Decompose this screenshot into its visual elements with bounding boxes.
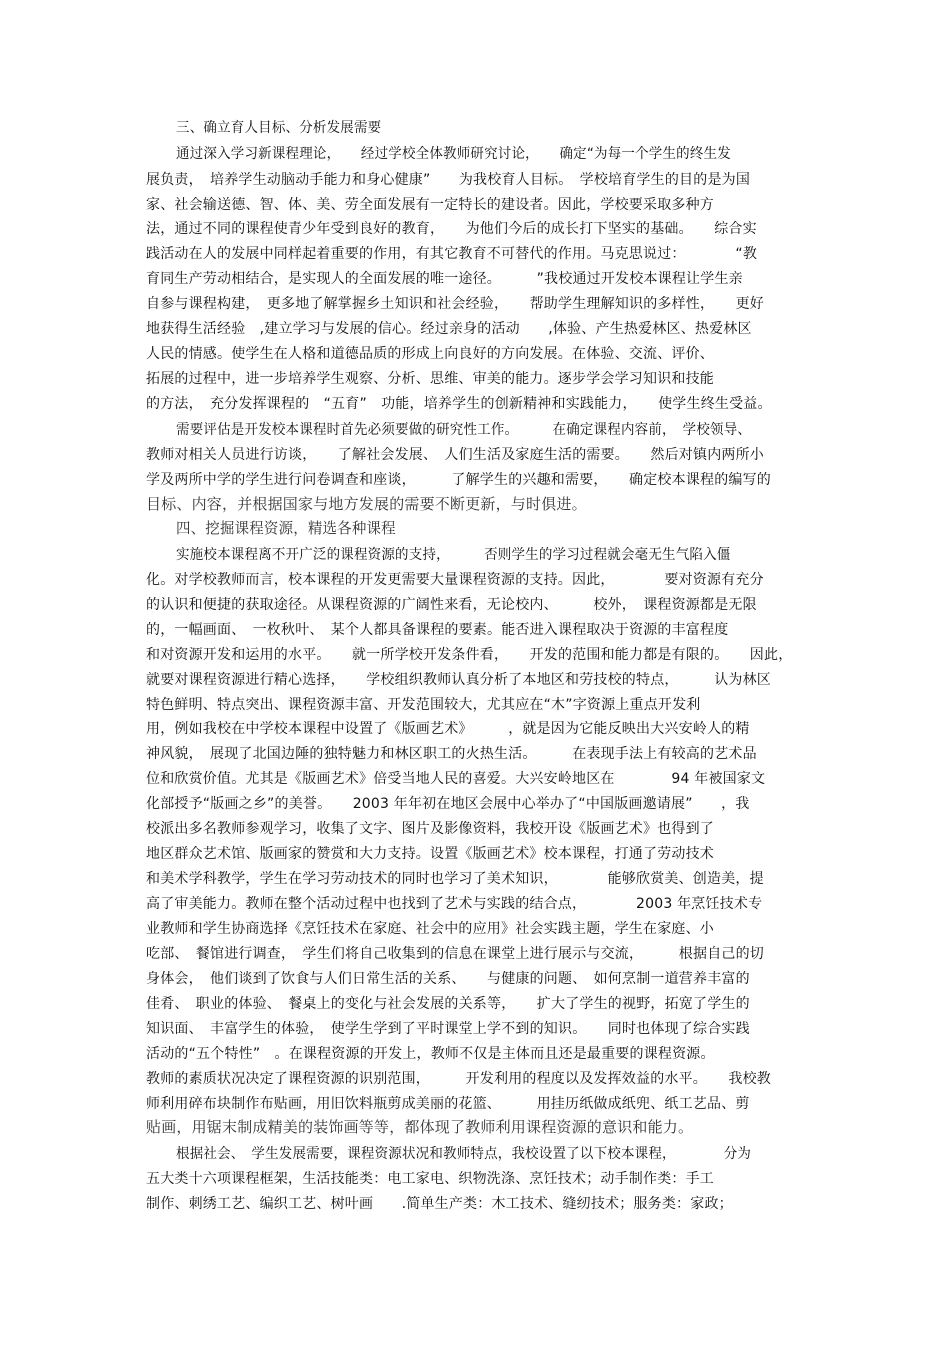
text-line: 制作、刺绣工艺、编织工艺、树叶画 .简单生产类：木工技术、缝纫技术；服务类：家政； <box>146 1196 733 1212</box>
text-line: 地获得生活经验 ,建立学习与发展的信心。经过亲身的活动 ,体验、产生热爱林区、热爱林区 <box>146 321 752 337</box>
text-line: 贴画，用锯末制成精美的装饰画等等，都体现了教师利用课程资源的意识和能力。 <box>146 1118 694 1136</box>
section-heading-4: 四、挖掘课程资源，精选各种课程 <box>176 519 396 537</box>
text-line: 地区群众艺术馆、版画家的赞赏和大力支持。设置《版画艺术》校本课程，打通了劳动技术 <box>146 846 714 862</box>
text-line: 化。对学校教师而言，校本课程的开发更需要大量课程资源的支持。因此， 要对资源有充分 <box>146 572 764 588</box>
text-line: 拓展的过程中，进一步培养学生观察、分析、思维、审美的能力。逐步学会学习知识和技能 <box>146 371 714 387</box>
text-line: 高了审美能力。教师在整个活动过程中也找到了艺术与实践的结合点， 2003 年烹饪技术专 <box>146 896 763 912</box>
text-line: 佳肴、 职业的体验、 餐桌上的变化与社会发展的关系等， 扩大了学生的视野，拓宽了学生的 <box>146 996 750 1012</box>
text-line: 就要对课程资源进行精心选择， 学校组织教师认真分析了本地区和劳技校的特点， 认为林区 <box>146 672 771 688</box>
text-line: 校派出多名教师参观学习，收集了文字、图片及影像资料，我校开设《版画艺术》也得到了 <box>146 821 714 837</box>
text-line: 法，通过不同的课程使青少年受到良好的教育， 为他们今后的成长打下坚实的基础。 综合实 <box>146 221 757 237</box>
text-line: 的，一幅画面、 一枚秋叶、 某个人都具备课程的要素。能否进入课程取决于资源的丰富程度 <box>146 622 729 638</box>
text-line: 育同生产劳动相结合，是实现人的全面发展的唯一途径。 ”我校通过开发校本课程让学生亲 <box>146 271 743 287</box>
text-line: 家、社会输送德、智、体、美、劳全面发展有一定特长的建设者。因此，学校要采取多种方 <box>146 197 714 213</box>
text-line: 目标、内容，并根据国家与地方发展的需要不断更新，与时俱进。 <box>146 495 587 513</box>
text-line: 的方法， 充分发挥课程的 “五育” 功能，培养学生的创新精神和实践能力， 使学生终生受益。 <box>146 396 772 412</box>
text-line: 用，例如我校在中学校本课程中设置了《版画艺术》 ，就是因为它能反映出大兴安岭人的精 <box>146 721 750 737</box>
text-line: 身体会， 他们谈到了饮食与人们日常生活的关系、 与健康的问题、 如何烹制一道营养丰富的 <box>146 971 750 987</box>
text-line: 教师对相关人员进行访谈， 了解社会发展、 人们生活及家庭生活的需要。 然后对镇内两所小 <box>146 447 764 463</box>
text-line: 化部授予“版画之乡”的美誉。 2003 年年初在地区会展中心举办了“中国版画邀请展” ，我 <box>146 796 750 812</box>
text-line: 根据社会、 学生发展需要，课程资源状况和教师特点，我校设置了以下校本课程， 分为 <box>176 1146 752 1162</box>
text-line: 实施校本课程离不开广泛的课程资源的支持， 否则学生的学习过程就会毫无生气陷入僵 <box>176 547 731 563</box>
text-line: 和对资源开发和运用的水平。 就一所学校开发条件看， 开发的范围和能力都是有限的。 因此， <box>146 647 793 663</box>
text-line: 展负责， 培养学生动脑动手能力和身心健康” 为我校育人目标。 学校培育学生的目的是为国 <box>146 172 751 188</box>
text-line: 和美术学科教学，学生在学习劳动技术的同时也学习了美术知识， 能够欣赏美、创造美，提 <box>146 871 764 887</box>
text-line: 活动的“五个特性” 。在课程资源的开发上，教师不仅是主体而且还是最重要的课程资源。 <box>146 1046 715 1062</box>
text-line: 知识面、 丰富学生的体验， 使学生学到了平时课堂上学不到的知识。 同时也体现了综合实践 <box>146 1021 750 1037</box>
text-line: 五大类十六项课程框架，生活技能类：电工家电、织物洗涤、烹饪技术；动手制作类：手工 <box>146 1171 714 1187</box>
text-line: 特色鲜明、特点突出、课程资源丰富、开发范围较大，尤其应在“木”字资源上重点开发利 <box>146 697 701 713</box>
text-line: 自参与课程构建， 更多地了解掌握乡土知识和社会经验， 帮助学生理解知识的多样性， 更好 <box>146 296 764 312</box>
text-line: 师利用碎布块制作布贴画，用旧饮料瓶剪成美丽的花篮、 用挂历纸做成纸兜、纸工艺品、剪 <box>146 1096 750 1112</box>
text-line: 教师的素质状况决定了课程资源的识别范围， 开发利用的程度以及发挥效益的水平。 我校教 <box>146 1071 771 1087</box>
text-line: 通过深入学习新课程理论， 经过学校全体教师研究讨论， 确定“为每一个学生的终生发 <box>176 146 731 162</box>
text-line: 学及两所中学的学生进行问卷调查和座谈， 了解学生的兴趣和需要， 确定校本课程的编写的 <box>146 472 771 488</box>
text-line: 位和欣赏价值。尤其是《版画艺术》倍受当地人民的喜爱。大兴安岭地区在 94 年被国家文 <box>146 771 766 787</box>
text-line: 人民的情感。使学生在人格和道德品质的形成上向良好的方向发展。在体验、交流、评价、 <box>146 346 714 362</box>
text-line: 践活动在人的发展中同样起着重要的作用，有其它教育不可替代的作用。马克思说过： “教 <box>146 246 758 262</box>
text-line: 吃部、 餐馆进行调查， 学生们将自己收集到的信息在课堂上进行展示与交流， 根据自己的切 <box>146 946 764 962</box>
text-line: 的认识和便捷的获取途径。从课程资源的广阔性来看，无论校内、 校外， 课程资源都是无限 <box>146 597 757 613</box>
section-heading-3: 三、确立育人目标、分析发展需要 <box>176 120 382 136</box>
text-line: 神风貌， 展现了北国边陲的独特魅力和林区职工的火热生活。 在表现手法上有较高的艺术品 <box>146 746 757 762</box>
text-line: 需要评估是开发校本课程时首先必须要做的研究性工作。 在确定课程内容前， 学校领导、 <box>176 422 752 438</box>
text-line: 业教师和学生协商选择《烹饪技术在家庭、社会中的应用》社会实践主题，学生在家庭、小 <box>146 921 714 937</box>
